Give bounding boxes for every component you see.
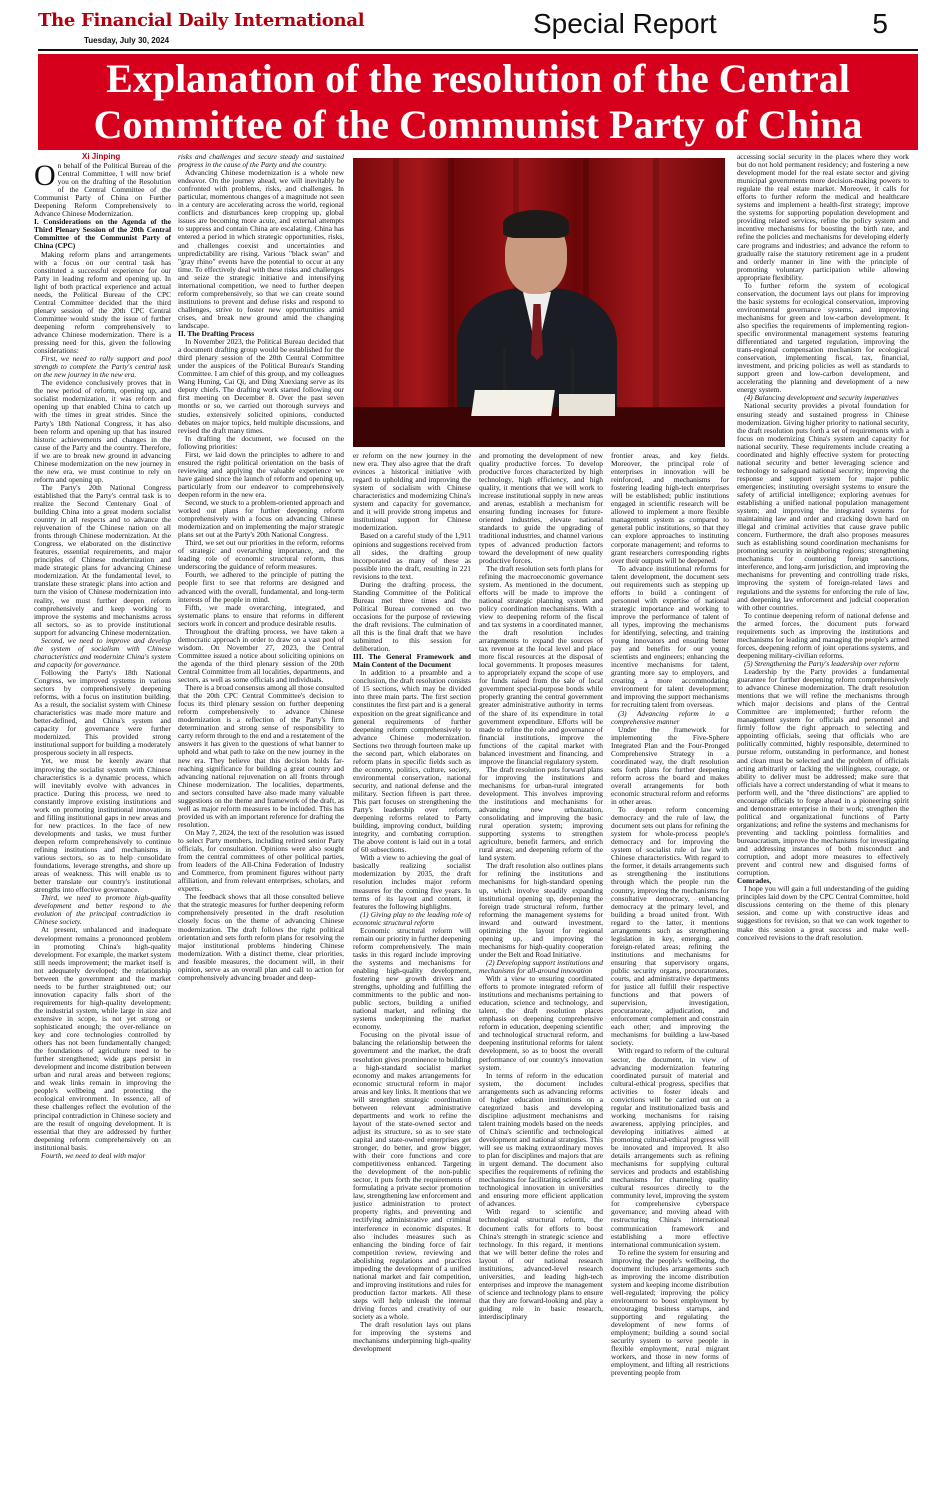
photo-icon: [353, 158, 725, 447]
paragraph-text: III. The General Framework and Main Content of the Document: [353, 652, 471, 670]
paragraph-text: National security provides a pivotal foundation for ensuring steady and sustained progress in Chinese modernization. Giving higher priority to national security, the draft resolution puts forth a set of requirements with a focus on modernizing China's system and capacity for national security. These requirements include creating a coordinated and highly effective system for protecting national security and better leveraging science and technology to safeguard national security; improving the response and support system for major public emergencies; instituting oversight systems to ensure the safety of artificial intelligence; exploring avenues for establishing a unified national population management system; and improving the integrated systems for maintaining law and order and cracking down hard on illegal and criminal activities that cause grave public concern. Furthermore, the draft also proposes measures such as establishing sound coordination mechanisms for promoting security in neighboring regions; strengthening mechanisms for countering foreign sanctions, interference, and long-arm jurisdiction, and improving the mechanisms for preventing and controlling trade risks, improving the system of foreign-related laws and regulations and the systems for enforcing the rule of law, and deepening law enforcement and judicial cooperation with other countries.: [737, 401, 909, 612]
article-paragraph: [34, 757, 171, 894]
headline-line-1: Explanation of the resolution of the Central: [106, 56, 850, 101]
article-paragraph: [178, 571, 344, 603]
article-paragraph: [178, 153, 344, 169]
article-paragraph: [479, 1208, 603, 1321]
paragraph-text: During the drafting process, the Standing Committee of the Political Bureau met three times and the Political Bureau convened on two occasions for the purpose of reviewing the draft revisions. The culmination of all this is the final draft that we have submitted to this session for deliberation.: [353, 579, 471, 654]
paragraph-text: risks and challenges and secure steady and sustained progress in the cause of the Party and the country.: [178, 153, 344, 170]
header-divider: [38, 49, 918, 51]
article-paragraph: [479, 452, 603, 565]
speech-paper: [559, 394, 615, 416]
speech-paper: [471, 390, 555, 416]
paragraph-text: To further reform the system of ecological conservation, the document lays out plans for improving the basic systems for ecological conservation, improving environmental governance systems, and improving mechanisms for green and low-carbon development. It also specifies the requirements of implementing region-specific environmental management systems featuring differentiated and targeted regulation, improving the trans-regional compensation mechanism for ecological conservation, implementing fiscal, tax, financial, investment, and pricing policies as well as standards to support green and low-carbon development, and accelerating the planning and development of a new energy system.: [737, 280, 909, 395]
masthead: [38, 6, 918, 46]
article-paragraph: [34, 894, 171, 926]
paragraph-text: In addition to a preamble and a conclusion, the draft resolution consists of 15 sections, which may be divided into three main parts. The first section constitutes the first part and is a general exposition on the great significance and general requirements of further deepening reform comprehensively to advance Chinese modernization. Sections two through fourteen make up the second part, which elaborates on reform plans in specific fields such as the economy, politics, culture, society, environmental conservation, national security, and national defense and the military. Section fifteen is part three. This part focuses on strengthening the Party's leadership over reform, deepening reforms related to Party building, improving conduct, building integrity, and combating corruption. The above content is laid out in a total of 60 subsections.: [353, 668, 471, 855]
paragraph-text: Advancing Chinese modernization is a whole new endeavor. On the journey ahead, we will inevitably be confronted with problems, risks, and challenges. In particular, momentous changes of a magnitude not seen in a century are accelerating across the world, regional conflicts and disturbances keep cropping up, global issues are becoming more acute, and external attempts to suppress and contain China are escalating. China has entered a period in which strategic opportunities, risks, and challenges coexist and uncertainties and unpredictability are rising. Various "black swan" and "gray rhino" events have the potential to occur at any time. To effectively deal with these risks and challenges and seize the strategic initiative and intensifying international competition, we need to further deepen reform comprehensively, so that we can create sound institutions to prevent and defuse risks and respond to challenges, strive to foster new opportunities amid crises, and break new ground amid the changing landscape.: [178, 168, 344, 330]
paragraph-text: Leadership by the Party provides a fundamental guarantee for further deepening reform comprehensively to advance Chinese modernization. The draft resolution mentions that we will refine the mechanisms through which major decisions and plans of the Central Committee are implemented; further reform the management system for officials and personnel and firmly follow the right approach to selecting and appointing officials, seeing that officials who are politically committed, highly responsible, determined to pursue reform, outstanding in performance, and honest and clean must be selected and the problem of officials acting arbitrarily or lacking the willingness, courage, or ability to deliver must be addressed; make sure that officials have a correct understanding of what it means to perform well, and the "three distinctions" are applied to encourage officials to forge ahead in a pioneering spirit and demonstrate enterprise in their work; strengthen the political and organizational functions of Party organizations; and refine the systems and mechanisms for preventing and tackling pointless formalities and bureaucratism, improve the mechanisms for investigating and addressing instances of both misconduct and corruption, and adopt more measures to effectively prevent and control new and disguised forms of corruption.: [737, 667, 909, 878]
paragraph-text: er reform on the new journey in the new era. They also agree that the draft evinces a historical initiative with regard to upholding and improving the system of socialism with Chinese characteristics and modernizing China's system and capacity for governance, and it will provide strong impetus and institutional support for Chinese modernization.: [353, 452, 471, 533]
paragraph-text: Economic structural reform will remain our priority in further deepening reform comprehensively. The main tasks in this regard include improving the systems and mechanisms for enabling high-quality development, fostering new growth drivers and strengths, upholding and fulfilling the commitments to the public and non-public sectors, building a unified national market, and refining the systems underpinning the market economy.: [353, 925, 471, 1032]
paragraph-text: In drafting the document, we focused on the following priorities:: [178, 433, 344, 451]
article-paragraph: [479, 766, 603, 863]
paragraph-text: (1) Giving play to the leading role of economic structural reform: [353, 909, 471, 927]
article-column-5: [611, 452, 729, 1478]
article-paragraph: [479, 959, 603, 975]
article-paragraph: [353, 452, 471, 532]
article-paragraph: [178, 628, 344, 684]
paragraph-text: The draft resolution sets forth plans for refining the macroeconomic governance system. As mentioned in the document, efforts will be made to improve the national strategic planning system and policy coordination mechanisms. With a view to deepening reform of the fiscal and tax systems in a coordinated manner, the draft resolution includes arrangements to expand the sources of tax revenue at the local level and place more fiscal resources at the disposal of local governments. It proposes measures to appropriately expand the scope of use for funds raised from the sale of local government special-purpose bonds while properly granting the central government greater administrative authority in terms of the share of its expenditure in total government expenditure. Efforts will be made to refine the role and governance of financial institutions, improve the functions of the capital market with balanced investment and financing, and improve the financial regulatory system.: [479, 563, 603, 766]
paragraph-text: Fourth, we need to deal with major: [41, 1150, 146, 1160]
article-paragraph: [34, 355, 171, 379]
article-paragraph: [611, 452, 729, 565]
article-column-3: [353, 452, 471, 1478]
section-heading: [353, 653, 471, 669]
curtain-fold: [448, 158, 454, 447]
paragraph-text: To advance institutional reforms for talent development, the document sets out requirements such as stepping up efforts to build a contingent of personnel with expertise of national strategic importance and working to improve the performance of talent of all types, improving the mechanisms for identifying, selecting, and training young innovators and ensuring better pay and benefits for our young scientists and engineers; enhancing the incentive mechanisms for talent, granting more say to employers, and creating a more accommodating environment for talent development; and improving the support mechanisms for recruiting talent from overseas.: [611, 563, 729, 710]
headline-banner: [38, 54, 918, 150]
article-paragraph: [34, 379, 171, 484]
speaker-hair: [503, 210, 569, 238]
paragraph-text: (3) Advancing reform in a comprehensive manner: [611, 708, 729, 726]
paragraph-text: Following the Party's 18th National Congress, we improved systems in various sectors by comprehensively deepening reforms, with a focus on institution building. As a result, the socialist system with Chinese characteristics was made more mature and better-defined, and China's system and capacity for governance were further modernized. This provided strong institutional support for building a moderately prosperous society in all respects.: [34, 667, 171, 758]
paragraph-text: The draft resolution lays out plans for improving the systems and mechanisms underpinning high-quality development: [353, 1320, 471, 1354]
paragraph-text: n behalf of the Political Bureau of the Central Committee, I will now brief you on the drafting of the Resolution of the Central Committee of the Communist Party of China on Further Deepening Reform Comprehensively to Advance Chinese Modernization.: [34, 162, 171, 219]
article-column-1: [34, 162, 171, 1478]
paragraph-text: Throughout the drafting process, we have taken a democratic approach in order to draw on a vast pool of wisdom. On November 27, 2023, the Central Committee issued a notice about soliciting opinions on the agenda of the third plenary session of the 20th Central Committee from all localities, departments, and sectors, as well as some officials and individuals.: [178, 626, 344, 685]
article-paragraph: [178, 684, 344, 829]
article-paragraph: [34, 484, 171, 637]
paragraph-text: Third, we set out our priorities in the reform, reforms of strategic and overarching importance, and the leading role of economic structural reform, thus underscoring the guidance of reform measures.: [178, 538, 344, 572]
paragraph-text: To deepen reform concerning democracy and the rule of law, the document sets out plans for refining the system for whole-process people's democracy and for improving the system of socialist rule of law with Chinese characteristics. With regard to the former, it details arrangements such as strengthening the institutions through which the people run the country, improving the mechanisms for consultative democracy, enhancing democracy at the primary level, and building a broad united front. With regard to the latter, it mentions arrangements such as strengthening legislation in key, emerging, and foreign-related areas; refining the institutions and mechanisms for ensuring that supervisory organs, public security organs, procuratorates, courts, and administrative departments for justice all fulfill their respective functions and that powers of supervision, investigation, procuratorate, adjudication, and enforcement complement and constrain each other; and improving the mechanisms for building a law-based society.: [611, 805, 729, 1048]
article-paragraph: [479, 1072, 603, 1209]
article-paragraph: [178, 604, 344, 628]
article-paragraph: [737, 282, 909, 395]
paragraph-text: Based on a careful study of the 1,911 opinions and suggestions received from all sides, the drafting group incorporated as many of these as possible into the draft, resulting in 221 revisions to the text.: [353, 531, 471, 581]
article-paragraph: [353, 911, 471, 927]
article-paragraph: [178, 499, 344, 539]
paragraph-text: Focusing on the pivotal issue of balancing the relationship between the government and the market, the draft resolution gives prominence to building a high-standard socialist market economy and makes arrangements for economic structural reform in major areas and key links. It mentions that we will strengthen strategic coordination between relevant administrative departments and work to refine the layout of the state-owned sector and adjust its structure, so as to see state capital and state-owned enterprises get stronger, do better, and grow bigger, with their core functions and core competitiveness enhanced. Targeting the development of the non-public sector, it puts forth the requirements of formulating a private sector promotion law, strengthening law enforcement and justice administration to protect property rights, and preventing and rectifying administrative and criminal interference in economic disputes. It also includes measures such as enhancing the binding force of fair competition review, reviewing and abolishing regulations and practices impeding the development of a unified national market and fair competition, and improving institutions and rules for production factor markets. All these steps will help unleash the internal driving forces and creativity of our society as a whole.: [353, 1030, 471, 1322]
article-paragraph: [611, 565, 729, 710]
paragraph-text: At present, unbalanced and inadequate development remains a pronounced problem in promoting China's high-quality development. For example, the market system still needs improvement; the market itself is not adequately developed; the relationship between the government and the market needs to be further straightened out; our innovation capacity falls short of the requirements for high-quality development; the industrial system, while large in size and extensive in scope, is not yet strong or sophisticated enough; the over-reliance on key and core technologies controlled by others has not been fundamentally changed; the foundations of agriculture need to be further strengthened; wide gaps persist in development and income distribution between urban and rural areas and between regions; and weak links remain in improving the people's wellbeing and protecting the ecological environment. In essence, all of these challenges reflect the evolution of the principal contradiction in Chinese society and are the result of ongoing development. It is essential that they are addressed by further deepening reform comprehensively on an institutional basis.: [34, 925, 171, 1152]
article-paragraph: [479, 862, 603, 959]
article-paragraph: [34, 637, 171, 669]
paragraph-text: With regard to scientific and technological structural reform, the document calls for efforts to boost China's strength in strategic science and technology. In this regard, it mentions that we will better define the roles and layout of our national research institutions, advanced-level research universities, and leading high-tech enterprises and improve the management of science and technology plans to ensure that they are forward-looking and play a guiding role in basic research, interdisciplinary: [479, 1207, 603, 1322]
paragraph-text: Third, we need to promote high-quality development and better respond to the evolution of the principal contradiction in Chinese society.: [34, 893, 171, 927]
byline: Xi Jinping: [82, 152, 121, 161]
paragraph-text: The draft resolution also outlines plans for refining the institutions and mechanisms for high-standard opening up, which involve steadily expanding institutional opening up, deepening the foreign trade structural reform, further reforming the management systems for inward and outward investment, optimizing the layout for regional opening up, and improving the mechanisms for high-quality cooperation under the Belt and Road Initiative.: [479, 861, 603, 959]
paragraph-text: On May 7, 2024, the text of the resolution was issued to select Party members, including retired senior Party officials, for consultation. Opinions were also sought from the central committees of other political parties, from leaders of the All-China Federation of Industry and Commerce, from prominent figures without party affiliation, and from relevant enterprises, scholars, and experts.: [178, 827, 344, 894]
article-paragraph: [737, 153, 909, 282]
article-paragraph: [611, 726, 729, 806]
article-paragraph: [611, 1249, 729, 1378]
page-number: 5: [872, 8, 888, 39]
paragraph-text: Yet, we must be keenly aware that improving the socialist system with Chinese characteristics is a dynamic process, which will inevitably evolve with advances in practice. During this process, we need to constantly improve existing institutions and work on promoting institutional innovations and filling institutional gaps in new areas and for new practices. In the face of new developments and tasks, we must further deepen reform comprehensively to continue refining institutions and mechanisms in various sectors, so as to help consolidate foundations, leverage strengths, and shore up areas of weakness. This will enable us to better translate our country's institutional strengths into effective governance.: [34, 756, 171, 895]
article-paragraph: [34, 251, 171, 356]
paragraph-text: Fifth, we made overarching, integrated, and systematic plans to ensure that reforms in different sectors work in concert and produce desirable results.: [178, 602, 344, 628]
section-heading: [34, 218, 171, 250]
article-paragraph: [353, 927, 471, 1032]
article-paragraph: [178, 435, 344, 451]
article-paragraph: [34, 162, 171, 218]
article-paragraph: [178, 829, 344, 893]
article-paragraph: [737, 668, 909, 877]
article-paragraph: [353, 669, 471, 854]
paragraph-text: accessing social security in the places where they work but do not hold permanent residency; and fostering a new development model for the real estate sector and giving municipal governments more decision-making powers to regulate the real estate market. Moreover, it calls for efforts to further reform the medical and healthcare systems and implement a health-first strategy; improve the systems for supporting population development and providing related services, refine the policy system and incentive mechanisms for boosting the birth rate, and refine the policies and mechanisms for developing elderly care programs and industries; and advance the reform to gradually raise the statutory retirement age in a prudent and orderly manner in line with the principle of promoting voluntary participation while allowing appropriate flexibility.: [737, 153, 909, 282]
paragraph-text: The draft resolution puts forward plans for improving the institutions and mechanisms for urban-rural integrated development. This involves improving the institutions and mechanisms for advancing new urbanization, consolidating and improving the basic rural operation system; improving supporting systems to strengthen agriculture, benefit farmers, and enrich rural areas; and deepening reform of the land system.: [479, 764, 603, 863]
paragraph-text: I hope you will gain a full understanding of the guiding principles laid down by the CPC Central Committee, hold discussions centering on the theme of this plenary session, and come up with constructive ideas and suggestions for revision, so that we can work together to make this session a great success and make well-conceived revisions to the draft resolution.: [737, 884, 909, 942]
article-column-4: [479, 452, 603, 1478]
paragraph-text: (4) Balancing development and security imperatives: [744, 393, 899, 403]
paragraph-text: and promoting the development of new quality productive forces. To develop productive forces characterized by high technology, high efficiency, and high quality, it mentions that we will work to increase institutional supply in new areas and arenas, establish a mechanism for ensuring funding increases for future-oriented industries, elevate national standards to guide the upgrading of traditional industries, and channel various types of advanced production factors toward the development of new quality productive forces.: [479, 452, 603, 565]
article-paragraph: [34, 926, 171, 1151]
article-paragraph: [178, 451, 344, 499]
paragraph-text: With regard to reform of the cultural sector, the document, in view of advancing modernization featuring coordinated pursuit of material and cultural-ethical progress, specifies that activities to foster ideals and convictions will be carried out on a regular and institutionalized basis and working mechanisms for raising awareness, applying principles, and developing initiatives aimed at promoting cultural-ethical progress will be innovated and improved. It also details arrangements such as refining mechanisms for supplying cultural services and products and establishing mechanisms for channeling quality cultural resources directly to the community level, improving the system for comprehensive cyberspace governance; and moving ahead with restructuring China's international communication framework and establishing a more effective international communication system.: [611, 1046, 729, 1249]
paragraph-text: Under the framework for implementing the Five-Sphere Integrated Plan and the Four-Pronged Comprehensive Strategy in a coordinated way, the draft resolution sets forth plans for further deepening reform across the board and makes overall arrangements for both economic structural reform and reforms in other areas.: [611, 724, 729, 807]
drop-cap: O: [34, 162, 56, 192]
paragraph-text: Comrades,: [737, 876, 772, 886]
paragraph-text: In November 2023, the Political Bureau decided that a document drafting group would be established for the third plenary session of the 20th Central Committee under the auspices of the Political Bureau's Standing Committee. I am chief of this group, and my colleagues Wang Huning, Cai Qi, and Ding Xuexiang serve as its deputy chiefs. The drafting work started following our first meeting on December 8. Over the past seven months or so, we carried out thorough surveys and studies, extensively solicited opinions, conducted debates on major topics, held multiple discussions, and revised the draft many times.: [178, 337, 344, 435]
paragraph-text: In terms of reform in the education system, the document includes arrangements such as advancing reforms of higher education institutions on a categorized basis and developing discipline adjustment mechanisms and talent training models based on the needs of China's scientific and technological development and national strategies. This will see us making extraordinary moves to plan for disciplines and majors that are in urgent demand. The document also specifies the requirements of refining the mechanisms for facilitating scientific and technological innovation in universities and ensuring more efficient application of advances.: [479, 1070, 603, 1209]
paragraph-text: First, we laid down the principles to adhere to and ensured the right political orientation on the basis of reviewing and applying the valuable experience we have gained since the launch of reform and opening up, particularly from our endeavor to comprehensively deepen reform in the new era.: [178, 449, 344, 499]
article-paragraph: [737, 402, 909, 611]
article-paragraph: [34, 669, 171, 758]
article-paragraph: [479, 975, 603, 1072]
paragraph-text: With a view to achieving the goal of basically realizing socialist modernization by 2035, the draft resolution includes major reform measures for the coming five years. In terms of its layout and content, it features the following highlights.: [353, 853, 471, 911]
article-paragraph: [737, 885, 909, 941]
paragraph-text: Second, we need to improve and develop the system of socialism with Chinese characteristics and modernize China's system and capacity for governance.: [34, 635, 171, 669]
article-paragraph: [178, 893, 344, 982]
article-paragraph: [178, 338, 344, 435]
curtain-fold: [393, 158, 399, 447]
article-column-2: [178, 153, 344, 1478]
curtain-fold: [653, 158, 659, 447]
paragraph-text: To refine the system for ensuring and improving the people's wellbeing, the document includes arrangements such as improving the income distribution system and keeping income distribution well-regulated; improving the policy environment to boost employment by encouraging business startups, and supporting and regulating the development of new forms of employment; building a sound social security system to serve people in flexible employment, rural migrant workers, and those in new forms of employment, and lifting all restrictions preventing people from: [611, 1247, 729, 1378]
article-paragraph: [611, 806, 729, 1047]
paragraph-text: Second, we stuck to a problem-oriented approach and worked out plans for further deepening reform comprehensively with a focus on advancing Chinese modernization and on implementing the major strategic plans set out at the Party's 20th National Congress.: [178, 498, 344, 540]
paper-name: The Financial Daily International: [38, 10, 365, 31]
article-paragraph: [178, 169, 344, 330]
article-paragraph: [178, 539, 344, 571]
article-paragraph: [353, 854, 471, 910]
paragraph-text: Fourth, we adhered to the principle of putting the people first to see that reforms are designed and advanced with the overall, fundamental, and long-term interests of the people in mind.: [178, 570, 344, 604]
paragraph-text: To continue deepening reform of national defense and the armed forces, the document puts forward requirements such as improving the institutions and mechanisms for leading and managing the people's armed forces, deepening reform of joint operations systems, and deepening military-civilian reforms.: [737, 610, 909, 660]
issue-date: Tuesday, July 30, 2024: [84, 36, 170, 45]
paragraph-text: The evidence conclusively proves that in the new period of reform, opening up, and socialist modernization, it was reform and opening up that enabled China to catch up with the times in great strides. Since the Party's 18th National Congress, it has also been reform and opening up that has insured historic achievements and changes in the cause of the Party and the country. Therefore, if we are to break new ground in advancing Chinese modernization on the new journey in the new era, we must continue to rely on reform and opening up.: [34, 378, 171, 484]
article-paragraph: [353, 1031, 471, 1321]
article-paragraph: [611, 1047, 729, 1248]
paragraph-text: Making reform plans and arrangements with a focus on our central task has constituted a successful experience for our Party in leading reform and opening up. In light of both practical experience and actual needs, the Political Bureau of the CPC Central Committee decided that the third plenary session of the 20th CPC Central Committee would study the issue of further deepening reform comprehensively to advance Chinese modernization. There is a pressing need for this, given the following considerations:: [34, 249, 171, 356]
paragraph-text: I. Considerations on the Agenda of the Third Plenary Session of the 20th Central Committee of the Communist Party of China (CPC): [34, 217, 171, 251]
article-paragraph: [353, 1321, 471, 1353]
article-paragraph: [34, 1152, 171, 1160]
paragraph-text: II. The Drafting Process: [178, 329, 255, 339]
section-title: Special Report: [533, 8, 717, 39]
article-paragraph: [737, 612, 909, 660]
paragraph-text: The feedback shows that all those consulted believe that the strategic measures for further deepening reform comprehensively presented in the draft resolution closely focus on the theme of advancing Chinese modernization. The draft follows the right political orientation and sets forth reform plans for resolving the major institutional problems hindering Chinese modernization. With a distinct theme, clear priorities, and feasible measures, the document will, in their opinion, serve as an overall plan and call to action for comprehensively advancing broader and deep-: [178, 892, 344, 982]
paragraph-text: (2) Developing support institutions and mechanisms for all-around innovation: [479, 957, 603, 975]
article-paragraph: [353, 532, 471, 580]
paragraph-text: There is a broad consensus among all those consulted that the 20th CPC Central Committee's decision to focus its third plenary session on further deepening reform comprehensively to advance Chinese modernization is a reflection of the Party's firm determination and strong sense of responsibility to carry reform through to the end and a restatement of the answers it has given to the questions of what banner to uphold and what path to take on the new journey in the new era. They believe that this decision holds far-reaching significance for building a great country and advancing national rejuvenation on all fronts through Chinese modernization. The localities, departments, and sectors consulted have also made many valuable suggestions on the theme and framework of the draft, as well as major reform measures to be included. This has provided us with an important reference for drafting the resolution.: [178, 683, 344, 829]
article-column-6: [737, 153, 909, 1478]
article-paragraph: [611, 710, 729, 726]
paragraph-text: First, we need to rally support and pool strength to complete the Party's central task on the new journey in the new era.: [34, 354, 171, 380]
paragraph-text: The Party's 20th National Congress established that the Party's central task is to realize the Second Centenary Goal of building China into a great modern socialist country in all respects and to advance the rejuvenation of the Chinese nation on all fronts through Chinese modernization. At the Congress, we elaborated on the distinctive features, essential requirements, and major principles of Chinese modernization and made strategic plans for advancing Chinese modernization. At the fundamental level, to translate these strategic plans into action and turn the vision of Chinese modernization into reality, we must further deepen reform comprehensively and keep working to improve the systems and mechanisms across all sectors, so as to provide institutional support for advancing Chinese modernization.: [34, 482, 171, 637]
headline-line-2: Committee of the Communist Party of China: [93, 102, 863, 147]
paragraph-text: (5) Strengthening the Party's leadership over reform: [744, 658, 899, 668]
article-paragraph: [353, 581, 471, 653]
paragraph-text: frontier areas, and key fields. Moreover, the principal role of enterprises in innovation will be reinforced, and mechanisms for fostering leading high-tech enterprises will be established; public institutions engaged in scientific research will be allowed to implement a more flexible management system as compared to general public institutions, so that they can explore approaches to instituting corporate management; and reforms to grant researchers corresponding rights over their outputs will be deepened.: [611, 452, 729, 565]
paragraph-text: With a view to ensuring coordinated efforts to promote integrated reform of institutions and mechanisms pertaining to education, science and technology, and talent, the draft resolution places emphasis on deepening comprehensive reform in education, deepening scientific and technological structural reform, and deepening institutional reforms for talent development, so as to boost the overall performance of our country's innovation system.: [479, 974, 603, 1072]
article-paragraph: [479, 565, 603, 766]
